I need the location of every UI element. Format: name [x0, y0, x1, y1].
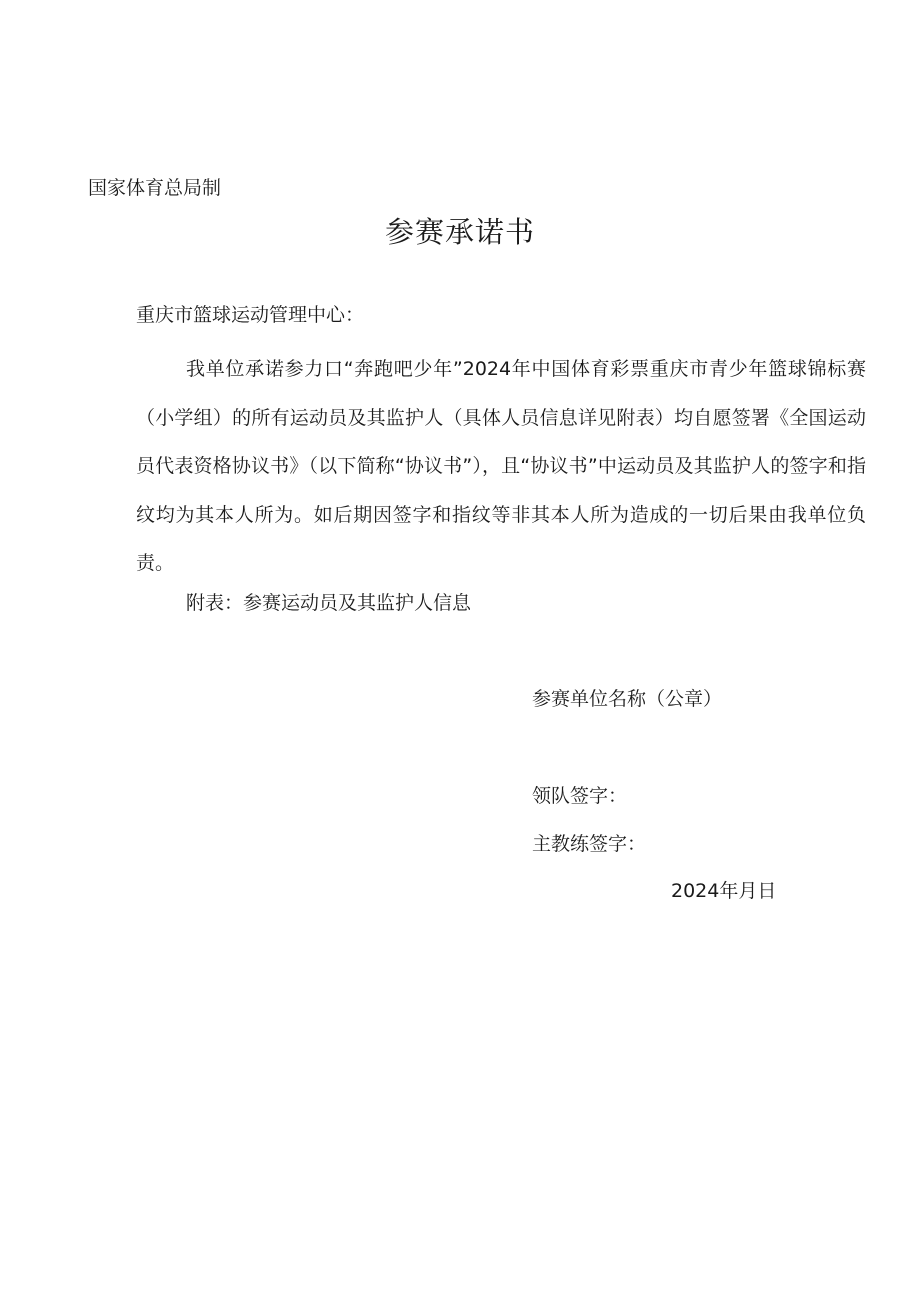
leader-signature-label: 领队签字：: [532, 785, 628, 807]
coach-signature-label: 主教练签字：: [532, 833, 647, 855]
attachment-note: 附表：参赛运动员及其监护人信息: [186, 592, 472, 614]
commitment-paragraph: 我单位承诺参力口“奔跑吧少年”2024年中国体育彩票重庆市青少年篮球锦标赛（小学组）的所有运动员及其监护人（具体人员信息详见附表）均自愿签署《全国运动员代表资格协议书》（以下简称“协议书”），且“协议书”中运动员及其监护人的签字和指纹均为其本人所为。如后期因签字和指纹等非其本人所为造成的一切后果由我单位负责。: [136, 358, 866, 574]
unit-name-seal-label: 参赛单位名称（公章）: [532, 688, 723, 710]
document-title: 参赛承诺书: [384, 215, 535, 249]
issuer-line: 国家体育总局制: [88, 177, 222, 199]
date-line: 2024年月日: [671, 880, 777, 902]
addressee: 重庆市篮球运动管理中心：: [136, 304, 365, 326]
